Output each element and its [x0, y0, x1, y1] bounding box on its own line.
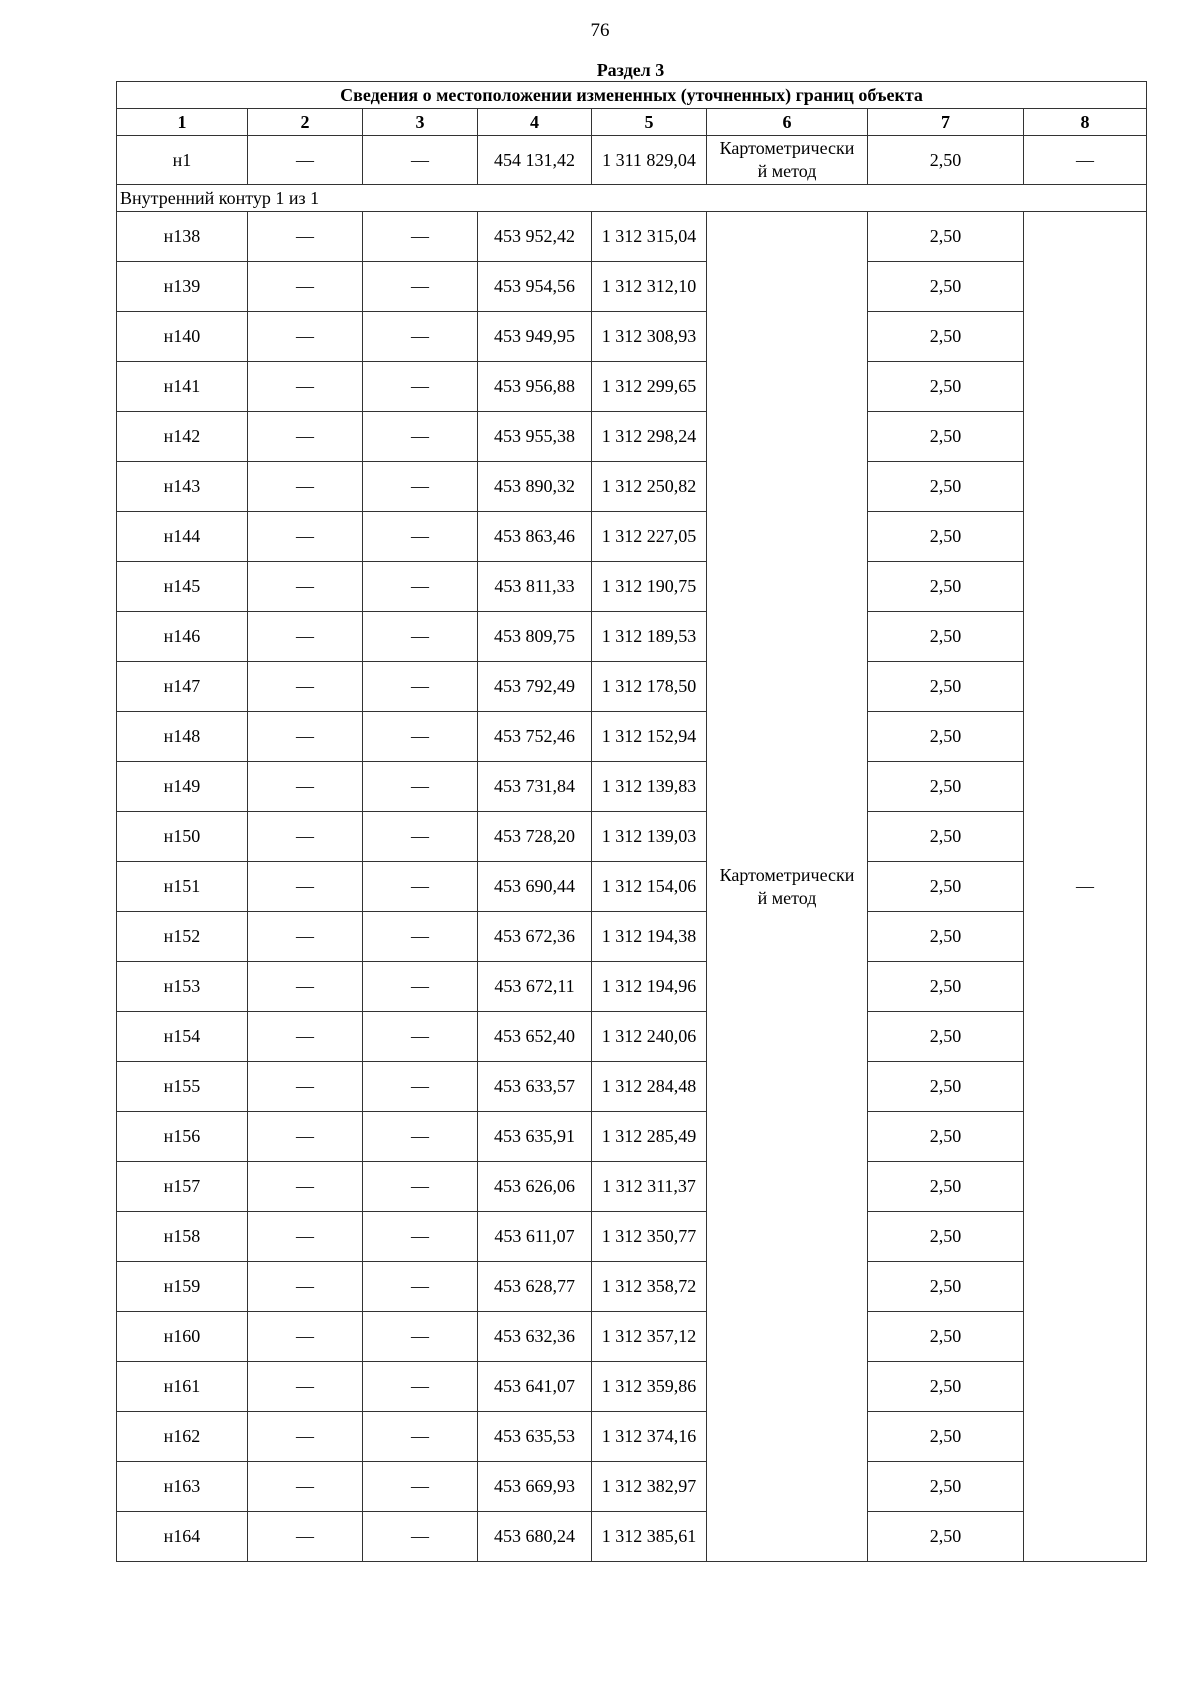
precision: 2,50 [868, 1362, 1024, 1412]
cell-col3: — [363, 136, 478, 185]
cell-col2: — [248, 512, 363, 562]
point-id: н145 [117, 562, 248, 612]
cell-col3: — [363, 1412, 478, 1462]
table-row [117, 312, 1147, 362]
precision: 2,50 [868, 912, 1024, 962]
coord-x: 453 728,20 [478, 812, 592, 862]
precision: 2,50 [868, 712, 1024, 762]
precision: 2,50 [868, 762, 1024, 812]
section-title: Раздел 3 [596, 60, 665, 80]
coord-x: 453 672,36 [478, 912, 592, 962]
cell-col2: — [248, 762, 363, 812]
cell-col3: — [363, 412, 478, 462]
cell-col2: — [248, 912, 363, 962]
cell-col2: — [248, 812, 363, 862]
coord-y: 1 312 285,49 [592, 1112, 707, 1162]
coord-x: 453 752,46 [478, 712, 592, 762]
table-row [117, 962, 1147, 1012]
table-row [117, 212, 1147, 262]
precision: 2,50 [868, 1512, 1024, 1562]
cell-col8: — [1024, 212, 1147, 1562]
precision: 2,50 [868, 1062, 1024, 1112]
precision: 2,50 [868, 262, 1024, 312]
precision: 2,50 [868, 412, 1024, 462]
coord-y: 1 311 829,04 [592, 136, 707, 185]
table-caption: Сведения о местоположении измененных (уточненных) границ объекта [117, 82, 1147, 109]
column-number: 3 [363, 109, 478, 136]
coord-x: 453 863,46 [478, 512, 592, 562]
coord-y: 1 312 385,61 [592, 1512, 707, 1562]
point-id: н148 [117, 712, 248, 762]
point-id: н162 [117, 1412, 248, 1462]
precision: 2,50 [868, 312, 1024, 362]
cell-col2: — [248, 1462, 363, 1512]
cell-col2: — [248, 662, 363, 712]
coord-x: 453 690,44 [478, 862, 592, 912]
coord-x: 453 811,33 [478, 562, 592, 612]
coord-x: 453 641,07 [478, 1362, 592, 1412]
table-row [117, 812, 1147, 862]
method-line: Картометрически [719, 138, 855, 158]
table-row [117, 512, 1147, 562]
coord-x: 453 672,11 [478, 962, 592, 1012]
coord-x: 454 131,42 [478, 136, 592, 185]
coord-x: 453 954,56 [478, 262, 592, 312]
coord-x: 453 635,91 [478, 1112, 592, 1162]
method-line: й метод [757, 887, 817, 908]
table-row [117, 862, 1147, 912]
point-id: н152 [117, 912, 248, 962]
table-row [117, 1162, 1147, 1212]
cell-col2: — [248, 362, 363, 412]
coord-x: 453 955,38 [478, 412, 592, 462]
cell-col2: — [248, 1212, 363, 1262]
coord-x: 453 952,42 [478, 212, 592, 262]
column-number-row [117, 109, 1147, 136]
coord-y: 1 312 152,94 [592, 712, 707, 762]
method-cell [707, 136, 868, 185]
point-id: н144 [117, 512, 248, 562]
cell-col8: — [1024, 136, 1147, 185]
point-id: н153 [117, 962, 248, 1012]
coord-y: 1 312 154,06 [592, 862, 707, 912]
point-id: н151 [117, 862, 248, 912]
cell-col3: — [363, 962, 478, 1012]
cell-col3: — [363, 612, 478, 662]
coord-y: 1 312 189,53 [592, 612, 707, 662]
coord-x: 453 949,95 [478, 312, 592, 362]
precision: 2,50 [868, 1162, 1024, 1212]
point-id: н154 [117, 1012, 248, 1062]
cell-col2: — [248, 136, 363, 185]
page-number: 76 [590, 20, 610, 41]
cell-col2: — [248, 1262, 363, 1312]
cell-col3: — [363, 1312, 478, 1362]
cell-col2: — [248, 262, 363, 312]
cell-col2: — [248, 1012, 363, 1062]
precision: 2,50 [868, 462, 1024, 512]
point-id: н161 [117, 1362, 248, 1412]
cell-col3: — [363, 1512, 478, 1562]
precision: 2,50 [868, 512, 1024, 562]
point-id: н147 [117, 662, 248, 712]
coord-y: 1 312 250,82 [592, 462, 707, 512]
cell-col2: — [248, 462, 363, 512]
coord-y: 1 312 139,83 [592, 762, 707, 812]
precision: 2,50 [868, 1112, 1024, 1162]
table-row [117, 912, 1147, 962]
point-id: н157 [117, 1162, 248, 1212]
contour-row [117, 185, 1147, 212]
point-id: н146 [117, 612, 248, 662]
cell-col2: — [248, 1312, 363, 1362]
point-id: н158 [117, 1212, 248, 1262]
coord-x: 453 628,77 [478, 1262, 592, 1312]
point-id: н159 [117, 1262, 248, 1312]
cell-col3: — [363, 1162, 478, 1212]
cell-col3: — [363, 512, 478, 562]
coord-y: 1 312 298,24 [592, 412, 707, 462]
precision: 2,50 [868, 212, 1024, 262]
coord-y: 1 312 284,48 [592, 1062, 707, 1112]
point-id: н149 [117, 762, 248, 812]
table-row [117, 1512, 1147, 1562]
precision: 2,50 [868, 362, 1024, 412]
point-id: н143 [117, 462, 248, 512]
cell-col2: — [248, 712, 363, 762]
cell-col3: — [363, 812, 478, 862]
column-number: 4 [478, 109, 592, 136]
cell-col3: — [363, 1362, 478, 1412]
cell-col2: — [248, 1062, 363, 1112]
precision: 2,50 [868, 1212, 1024, 1262]
cell-col3: — [363, 912, 478, 962]
point-id: н155 [117, 1062, 248, 1112]
precision: 2,50 [868, 1262, 1024, 1312]
coord-x: 453 632,36 [478, 1312, 592, 1362]
table-row [117, 1362, 1147, 1412]
coord-y: 1 312 315,04 [592, 212, 707, 262]
point-id: н156 [117, 1112, 248, 1162]
cell-col3: — [363, 362, 478, 412]
point-id: н142 [117, 412, 248, 462]
coord-x: 453 956,88 [478, 362, 592, 412]
cell-col3: — [363, 712, 478, 762]
table-row [117, 1212, 1147, 1262]
cell-col2: — [248, 312, 363, 362]
point-id: н138 [117, 212, 248, 262]
cell-col3: — [363, 862, 478, 912]
table-row [117, 1312, 1147, 1362]
coord-x: 453 669,93 [478, 1462, 592, 1512]
coord-y: 1 312 374,16 [592, 1412, 707, 1462]
table-row [117, 612, 1147, 662]
table-row [117, 662, 1147, 712]
table-row [117, 262, 1147, 312]
cell-col3: — [363, 212, 478, 262]
precision: 2,50 [868, 662, 1024, 712]
column-number: 2 [248, 109, 363, 136]
coord-y: 1 312 190,75 [592, 562, 707, 612]
point-id: н140 [117, 312, 248, 362]
coord-x: 453 731,84 [478, 762, 592, 812]
cell-col3: — [363, 1212, 478, 1262]
cell-col2: — [248, 1112, 363, 1162]
table-row [117, 1112, 1147, 1162]
column-number: 5 [592, 109, 707, 136]
cell-col2: — [248, 962, 363, 1012]
coord-y: 1 312 227,05 [592, 512, 707, 562]
table-row [117, 1462, 1147, 1512]
cell-col3: — [363, 1112, 478, 1162]
cell-col2: — [248, 862, 363, 912]
table-caption-row [117, 82, 1147, 109]
precision: 2,50 [868, 1412, 1024, 1462]
table-row [117, 362, 1147, 412]
precision: 2,50 [868, 812, 1024, 862]
coord-y: 1 312 312,10 [592, 262, 707, 312]
table-row [117, 462, 1147, 512]
table-row [117, 1062, 1147, 1112]
point-id: н163 [117, 1462, 248, 1512]
coord-y: 1 312 194,96 [592, 962, 707, 1012]
table-row [117, 762, 1147, 812]
column-number: 7 [868, 109, 1024, 136]
column-number: 8 [1024, 109, 1147, 136]
coord-x: 453 626,06 [478, 1162, 592, 1212]
coord-y: 1 312 359,86 [592, 1362, 707, 1412]
cell-col3: — [363, 1262, 478, 1312]
table-row [117, 712, 1147, 762]
cell-col2: — [248, 1412, 363, 1462]
coord-y: 1 312 311,37 [592, 1162, 707, 1212]
table-row [117, 1412, 1147, 1462]
coord-x: 453 890,32 [478, 462, 592, 512]
point-id: н141 [117, 362, 248, 412]
cell-col2: — [248, 212, 363, 262]
coord-y: 1 312 358,72 [592, 1262, 707, 1312]
cell-col3: — [363, 462, 478, 512]
cell-col2: — [248, 1362, 363, 1412]
table-row [117, 1262, 1147, 1312]
precision: 2,50 [868, 1012, 1024, 1062]
point-id: н160 [117, 1312, 248, 1362]
table-row [117, 562, 1147, 612]
coord-x: 453 635,53 [478, 1412, 592, 1462]
coord-x: 453 809,75 [478, 612, 592, 662]
coord-x: 453 652,40 [478, 1012, 592, 1062]
coord-x: 453 633,57 [478, 1062, 592, 1112]
precision: 2,50 [868, 862, 1024, 912]
method-cell [707, 212, 868, 1562]
precision: 2,50 [868, 562, 1024, 612]
cell-col3: — [363, 1462, 478, 1512]
precision: 2,50 [868, 1462, 1024, 1512]
cell-col3: — [363, 1062, 478, 1112]
cell-col3: — [363, 562, 478, 612]
method-line: Картометрически [719, 864, 855, 885]
precision: 2,50 [868, 136, 1024, 185]
cell-col2: — [248, 1162, 363, 1212]
coord-y: 1 312 194,38 [592, 912, 707, 962]
coord-y: 1 312 240,06 [592, 1012, 707, 1062]
coord-x: 453 792,49 [478, 662, 592, 712]
coord-y: 1 312 299,65 [592, 362, 707, 412]
table-row [117, 1012, 1147, 1062]
coordinates-table [116, 81, 1147, 1562]
cell-col2: — [248, 1512, 363, 1562]
point-id: н139 [117, 262, 248, 312]
coord-y: 1 312 350,77 [592, 1212, 707, 1262]
cell-col2: — [248, 612, 363, 662]
cell-col3: — [363, 1012, 478, 1062]
precision: 2,50 [868, 962, 1024, 1012]
coord-x: 453 680,24 [478, 1512, 592, 1562]
column-number: 6 [707, 109, 868, 136]
cell-col2: — [248, 562, 363, 612]
point-id: н1 [117, 136, 248, 185]
coord-x: 453 611,07 [478, 1212, 592, 1262]
coord-y: 1 312 178,50 [592, 662, 707, 712]
cell-col3: — [363, 662, 478, 712]
table-row [117, 136, 1147, 185]
cell-col3: — [363, 762, 478, 812]
precision: 2,50 [868, 612, 1024, 662]
coord-y: 1 312 382,97 [592, 1462, 707, 1512]
coord-y: 1 312 308,93 [592, 312, 707, 362]
cell-col3: — [363, 312, 478, 362]
table-body [117, 136, 1147, 1562]
table-row [117, 412, 1147, 462]
point-id: н150 [117, 812, 248, 862]
coord-y: 1 312 139,03 [592, 812, 707, 862]
contour-label: Внутренний контур 1 из 1 [117, 185, 1147, 212]
precision: 2,50 [868, 1312, 1024, 1362]
cell-col2: — [248, 412, 363, 462]
cell-col3: — [363, 262, 478, 312]
method-line: й метод [757, 161, 817, 181]
column-number: 1 [117, 109, 248, 136]
coord-y: 1 312 357,12 [592, 1312, 707, 1362]
point-id: н164 [117, 1512, 248, 1562]
